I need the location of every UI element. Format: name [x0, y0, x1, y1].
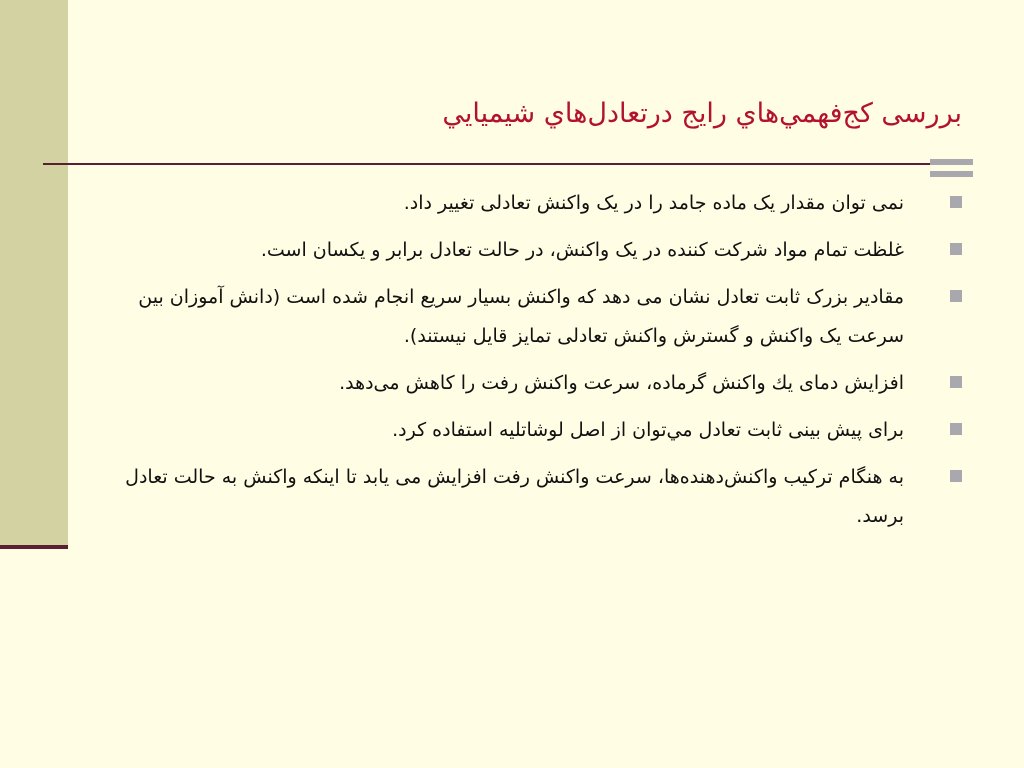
bullet-text: برای پیش بینی ثابت تعادل مي‌توان از اصل لوشاتلیه استفاده کرد. [392, 419, 904, 441]
bullet-item [112, 411, 962, 450]
bullet-text: نمی توان مقدار یک ماده جامد را در یک واکنش تعادلی تغییر داد. [403, 192, 904, 214]
divider-accent-bar-top [930, 159, 973, 165]
bullet-item [112, 458, 962, 536]
bullet-item [112, 231, 962, 270]
left-decorative-band [0, 0, 68, 548]
square-bullet-icon [950, 423, 962, 435]
bullet-item [112, 364, 962, 403]
bullet-list [112, 184, 962, 544]
square-bullet-icon [950, 196, 962, 208]
bullet-text: افزايش دمای يك واكنش گرماده، سرعت واكنش رفت را كاهش می‌دهد. [339, 372, 904, 394]
square-bullet-icon [950, 243, 962, 255]
title-divider-line [43, 163, 973, 165]
slide-title: بررسی کج‌فهمي‌هاي رايج درتعادل‌هاي شيميايي [442, 98, 962, 129]
divider-accent-bar-bottom [930, 171, 973, 177]
square-bullet-icon [950, 290, 962, 302]
bullet-text: غلظت تمام مواد شرکت کننده در یک واکنش، در حالت تعادل برابر و یکسان است. [260, 239, 904, 261]
bullet-item [112, 278, 962, 356]
square-bullet-icon [950, 376, 962, 388]
bullet-text: به هنگام ترکیب واکنش‌دهنده‌ها، سرعت واکنش رفت افزایش می یابد تا اینکه واکنش به حالت تعادل برسد. [125, 466, 904, 527]
bullet-text: مقادیر بزرک ثابت تعادل نشان می دهد که واکنش بسیار سریع انجام شده است (دانش آموزان بین سرعت یک واکنش و گسترش واکنش تعادلی تمایز قایل نیستند). [138, 286, 904, 347]
bullet-item [112, 184, 962, 223]
square-bullet-icon [950, 470, 962, 482]
left-band-underline [0, 545, 68, 549]
